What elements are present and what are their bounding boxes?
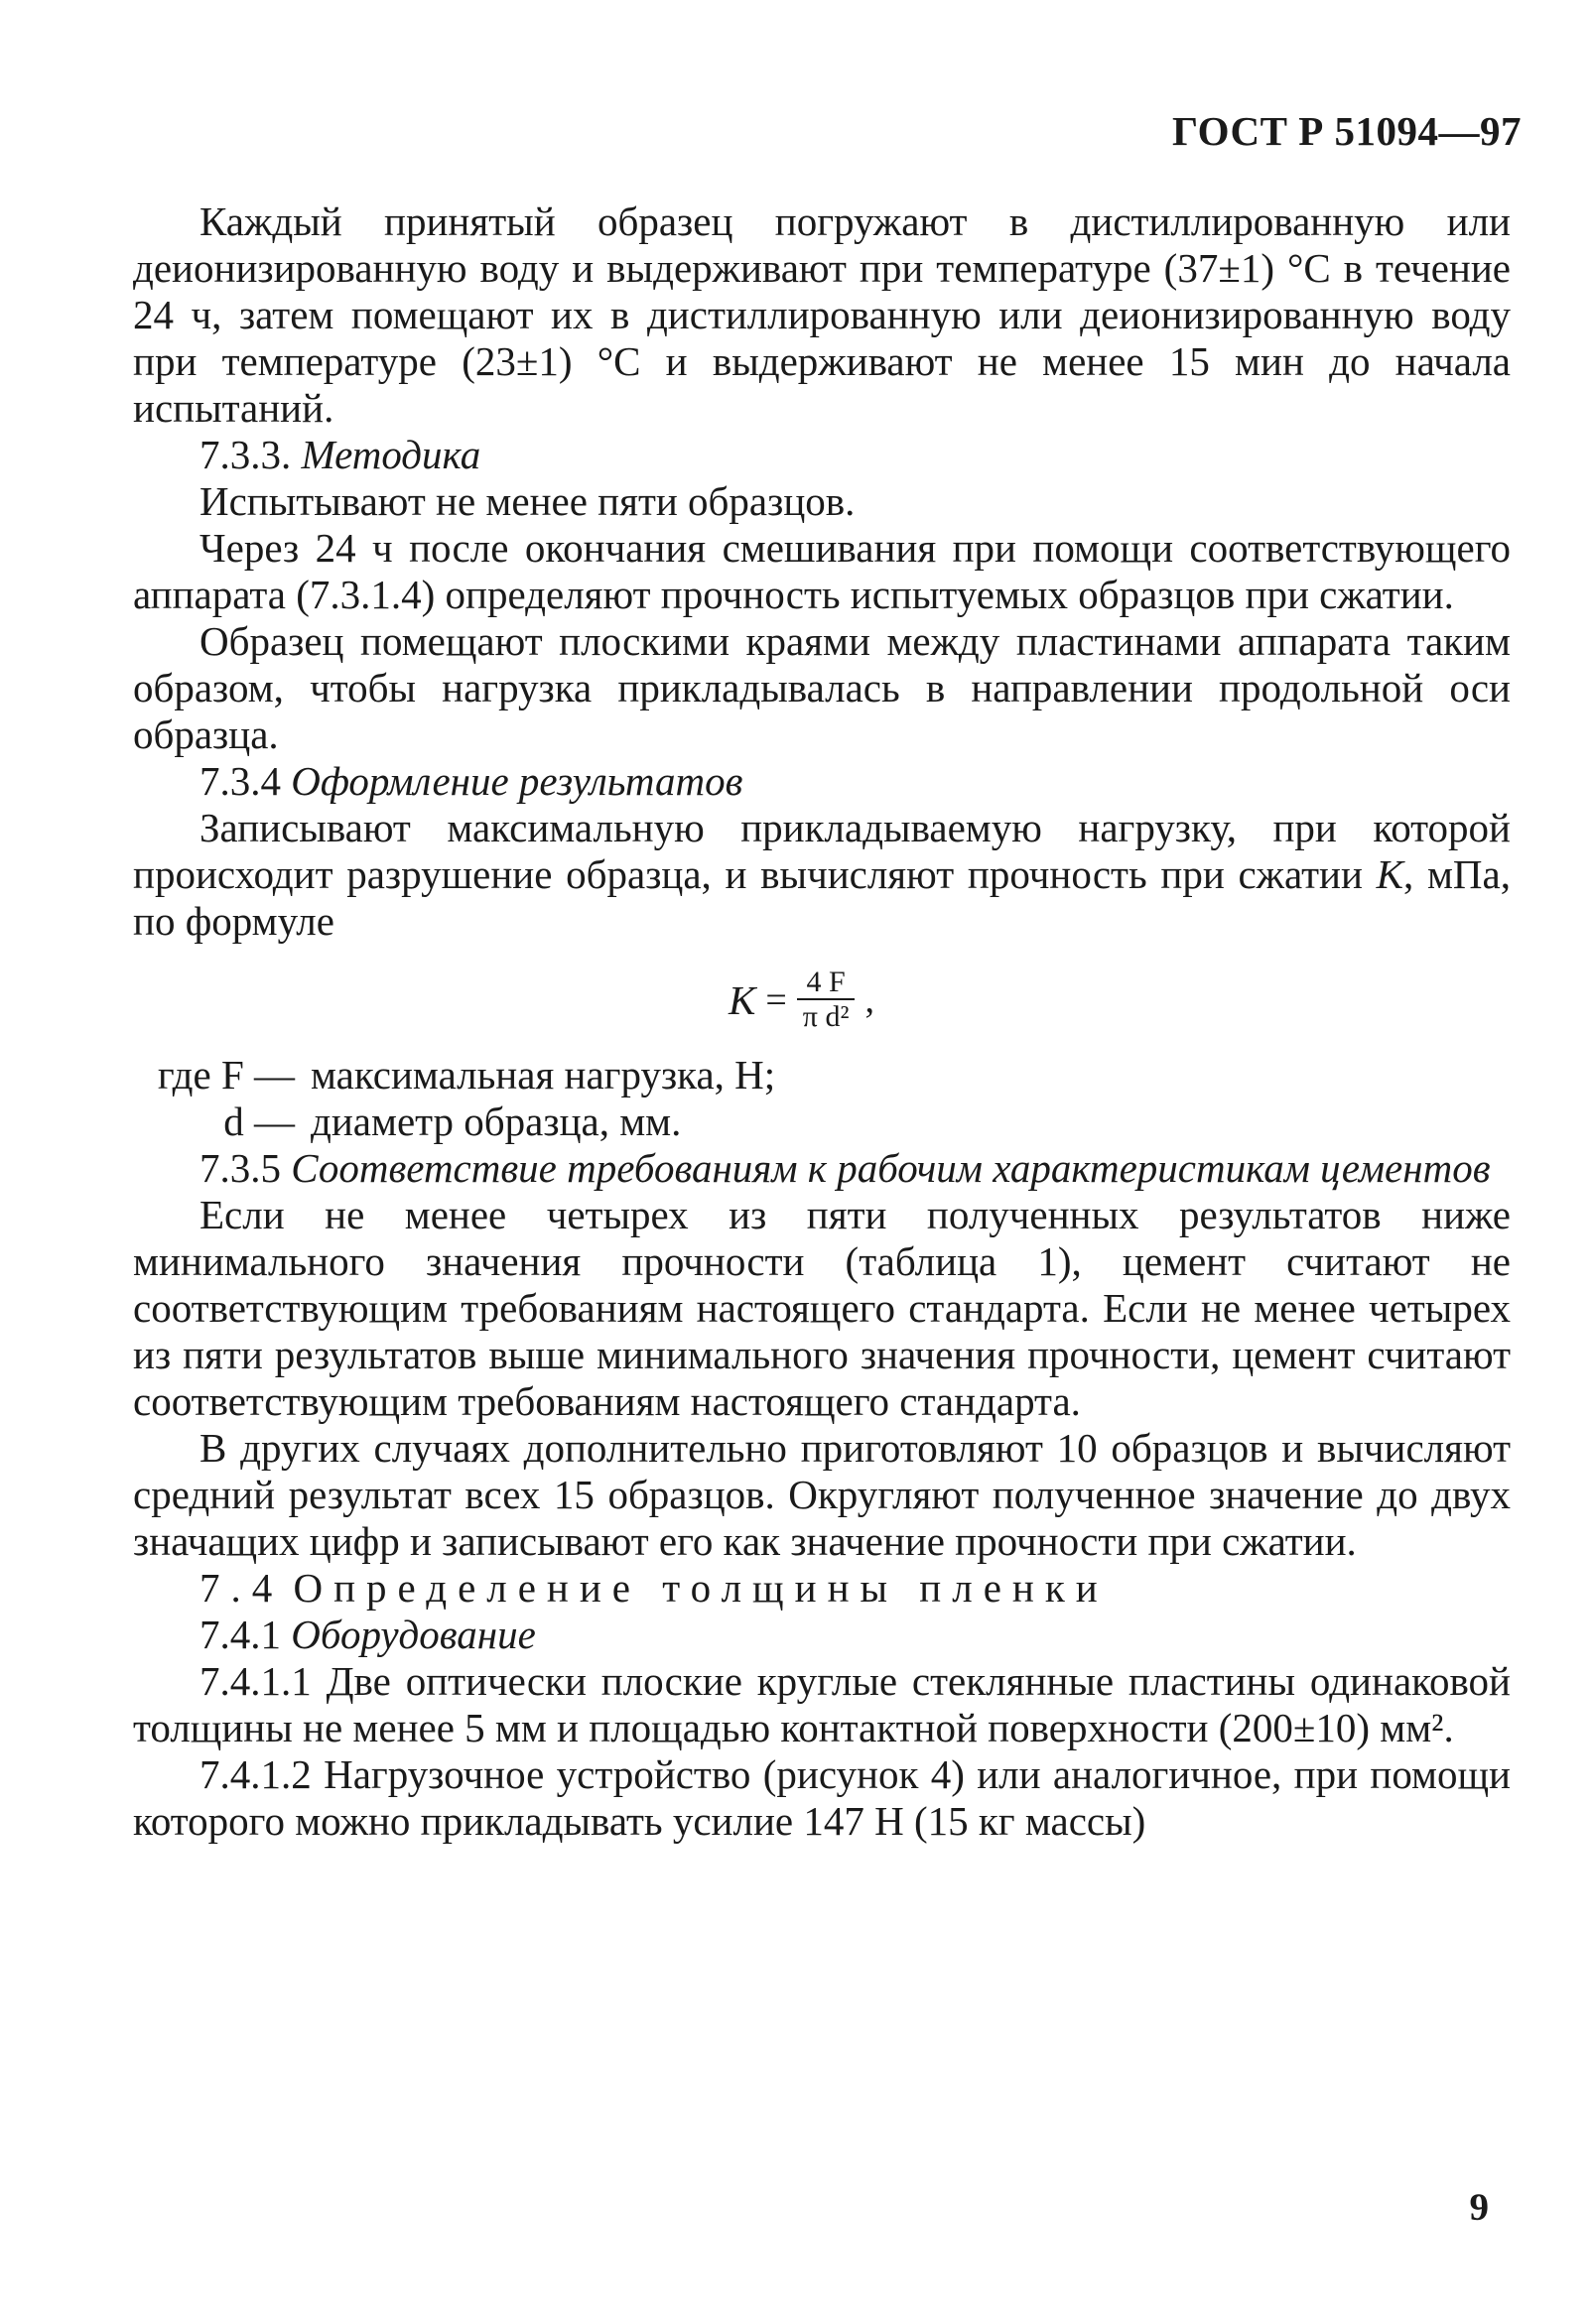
variable-definition xyxy=(133,1098,1511,1145)
page-number: 9 xyxy=(1469,2186,1489,2229)
section-heading-7-3-3 xyxy=(133,432,1511,478)
section-heading-7-3-5 xyxy=(133,1145,1511,1192)
formula-denominator: π d² xyxy=(802,1000,850,1033)
section-title: Оформление результатов xyxy=(291,758,743,804)
document-header: ГОСТ Р 51094—97 xyxy=(1172,108,1522,154)
paragraph: 7.4.1.2 Нагрузочное устройство (рисунок 4) или аналогичное, при помощи которого можно прикладывать усилие 147 Н (15 кг массы) xyxy=(133,1751,1511,1844)
definition-symbol: d — xyxy=(223,1098,295,1144)
variable-definition xyxy=(133,1052,1511,1098)
section-title: Методика xyxy=(301,432,481,477)
text-run: Записывают максимальную прикладываемую нагрузку, при которой происходит разрушение образца, и вычисляют прочность при сжатии xyxy=(133,805,1511,897)
section-number: 7.3.3. xyxy=(199,432,292,477)
paragraph: В других случаях дополнительно приготовляют 10 образцов и вычисляют средний результат всех 15 образцов. Округляют полученное значение до двух значащих цифр и записывают его как значение прочности при сжатии. xyxy=(133,1425,1511,1564)
document-body xyxy=(133,198,1511,1845)
formula-tail: , xyxy=(864,978,874,1021)
formula-lhs: K xyxy=(729,976,756,1023)
definition-text: диаметр образца, мм. xyxy=(311,1098,682,1144)
formula-fraction xyxy=(797,967,856,1034)
paragraph: Если не менее четырех из пяти полученных результатов ниже минимального значения прочности (таблица 1), цемент считают не соответствующим требованиям настоящего стандарта. Если не менее четырех из пяти результатов выше минимального значения прочности, цемент считают соответствующим требованиям настоящего стандарта. xyxy=(133,1192,1511,1424)
section-title: Оборудование xyxy=(291,1612,536,1657)
formula-equals: = xyxy=(765,978,787,1021)
paragraph: 7.4.1.1 Две оптически плоские круглые стеклянные пластины одинаковой толщины не менее 5 мм и площадью контактной поверхности (200±10) мм². xyxy=(133,1658,1511,1750)
paragraph: Через 24 ч после окончания смешивания при помощи соответствующего аппарата (7.3.1.4) определяют прочность испытуемых образцов при сжатии. xyxy=(133,525,1511,617)
variable: K xyxy=(1376,851,1404,897)
section-heading-7-3-4 xyxy=(133,758,1511,805)
section-number: 7.3.4 xyxy=(199,758,281,804)
section-title: Определение толщины пленки xyxy=(293,1565,1109,1611)
formula-block xyxy=(133,945,1511,1052)
formula xyxy=(729,967,874,1034)
section-number: 7.3.5 xyxy=(199,1145,281,1191)
paragraph: Испытывают не менее пяти образцов. xyxy=(199,478,856,524)
paragraph: Каждый принятый образец погружают в дистиллированную или деионизированную воду и выдерживают при температуре (37±1) °С в течение 24 ч, затем помещают их в дистиллированную или деионизированную воду при температуре (23±1) °С и выдерживают не менее 15 мин до начала испытаний. xyxy=(133,198,1511,431)
text-run: , мПа, по формуле xyxy=(133,851,1511,944)
definition-text: максимальная нагрузка, Н; xyxy=(311,1052,776,1097)
section-title: Соответствие требованиям к рабочим характеристикам цементов xyxy=(291,1145,1491,1191)
section-heading-7-4-1 xyxy=(133,1612,1511,1658)
section-number: 7.4 xyxy=(199,1565,284,1611)
paragraph: Образец помещают плоскими краями между пластинами аппарата таким образом, чтобы нагрузка прикладывалась в направлении продольной оси образца. xyxy=(133,618,1511,757)
definition-symbol: где F — xyxy=(157,1052,295,1097)
paragraph xyxy=(133,805,1511,945)
section-heading-7-4 xyxy=(133,1565,1511,1612)
formula-numerator: 4 F xyxy=(806,966,846,998)
section-number: 7.4.1 xyxy=(199,1612,281,1657)
